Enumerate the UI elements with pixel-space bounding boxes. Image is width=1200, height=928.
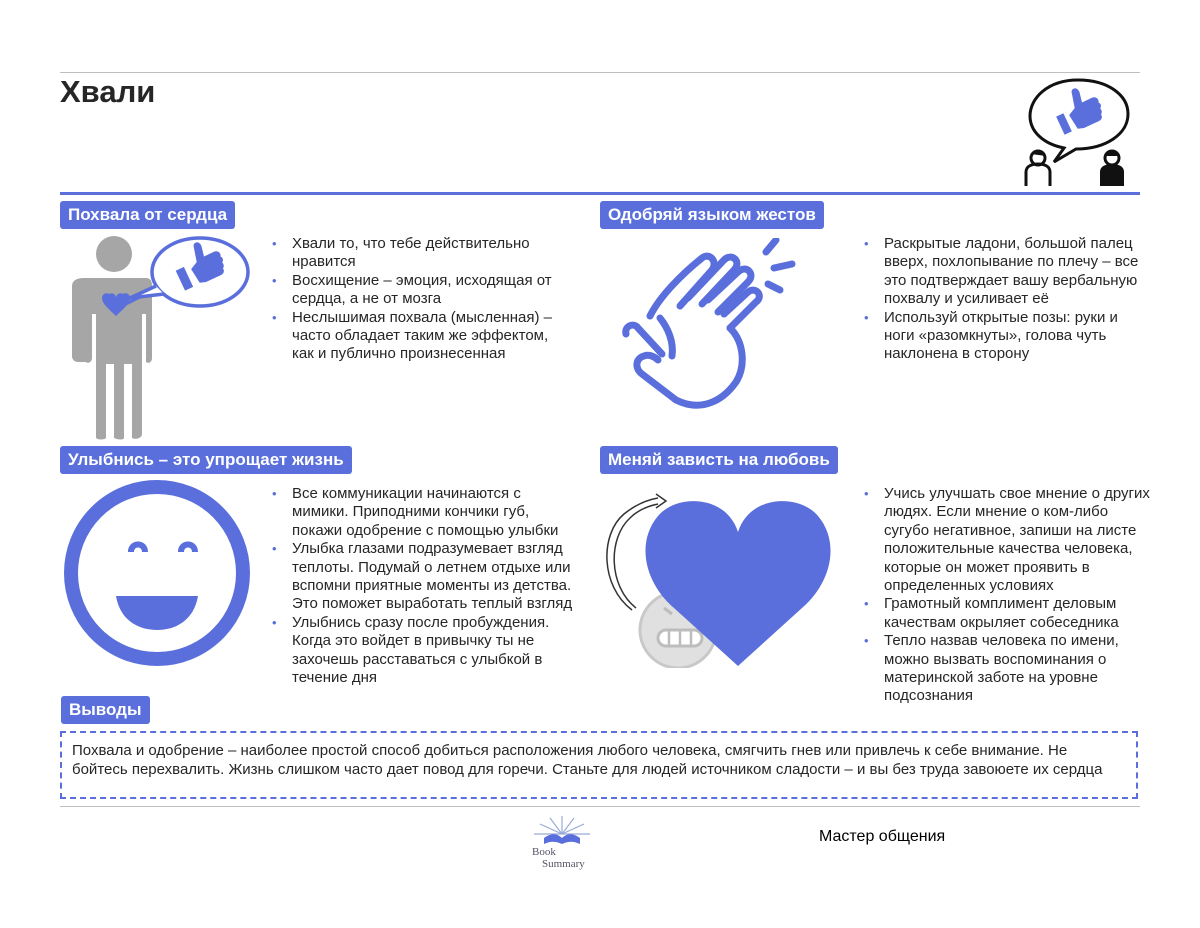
section-bullets-body-language — [860, 235, 1150, 364]
footer-book-title: Мастер общения — [819, 828, 946, 845]
page-title: Хвали — [60, 74, 156, 109]
bottom-divider — [60, 806, 1140, 807]
top-divider — [60, 72, 1140, 73]
person-heart-speech-icon — [70, 234, 255, 440]
list-item: • Раскрытые ладони, большой палец вверх, похлопывание по плечу – все это подтверждает вашу вербальную похвалу и усиливает её — [860, 235, 1150, 309]
list-item: • Грамотный комплимент деловым качествам окрыляет собеседника — [860, 595, 1150, 632]
section-label-body-language: Одобряй языком жестов — [600, 201, 824, 229]
heart-over-grimace-icon — [600, 490, 832, 668]
clapping-hands-icon — [620, 238, 800, 416]
logo-text-book: Book — [532, 846, 556, 858]
logo-text-summary: Summary — [542, 858, 585, 870]
list-item: • Улыбка глазами подразумевает взгляд теплоты. Подумай о летнем отдыхе или вспомни приятные моменты из детства. Это поможет выработать теплый взгляд — [268, 540, 573, 614]
smiley-face-icon — [62, 478, 252, 668]
list-item: • Тепло назвав человека по имени, можно вызвать воспоминания о материнской заботе на уровне подсознания — [860, 632, 1150, 706]
list-item: • Восхищение – эмоция, исходящая от сердца, а не от мозга — [268, 272, 568, 309]
section-label-conclusion: Выводы — [61, 696, 150, 724]
header-accent-divider — [60, 192, 1140, 195]
section-label-envy-to-love: Меняй зависть на любовь — [600, 446, 838, 474]
praise-dialog-icon — [1020, 76, 1140, 188]
list-item: • Учись улучшать свое мнение о других людях. Если мнение о ком-либо сугубо негативное, запиши на листе положительные качества человека, которые он может проявить в определенных условиях — [860, 485, 1150, 595]
section-label-smile: Улыбнись – это упрощает жизнь — [60, 446, 352, 474]
section-bullets-praise-from-heart — [268, 235, 568, 364]
list-item: • Используй открытые позы: руки и ноги «разомкнуты», голова чуть наклонена в сторону — [860, 309, 1150, 364]
section-bullets-envy-to-love — [860, 485, 1150, 706]
list-item: • Все коммуникации начинаются с мимики. Приподними кончики губ, покажи одобрение с помощью улыбки — [268, 485, 573, 540]
conclusion-text: Похвала и одобрение – наиболее простой способ добиться расположения любого человека, смягчить гнев или привлечь к себе внимание. Не бойтесь перехвалить. Жизнь слишком часто дает повод для горечи. Станьте для людей источником сладости – и вы без труда завоюете их сердца — [60, 731, 1138, 799]
book-summary-logo — [526, 814, 598, 874]
section-label-praise-from-heart: Похвала от сердца — [60, 201, 235, 229]
open-book-icon — [526, 814, 598, 850]
list-item: • Улыбнись сразу после пробуждения. Когда это войдет в привычку ты не захочешь расставаться с улыбкой в течение дня — [268, 614, 573, 688]
list-item: • Неслышимая похвала (мысленная) – часто обладает таким же эффектом, как и публично произнесенная — [268, 309, 568, 364]
list-item: • Хвали то, что тебе действительно нравится — [268, 235, 568, 272]
section-bullets-smile — [268, 485, 573, 687]
